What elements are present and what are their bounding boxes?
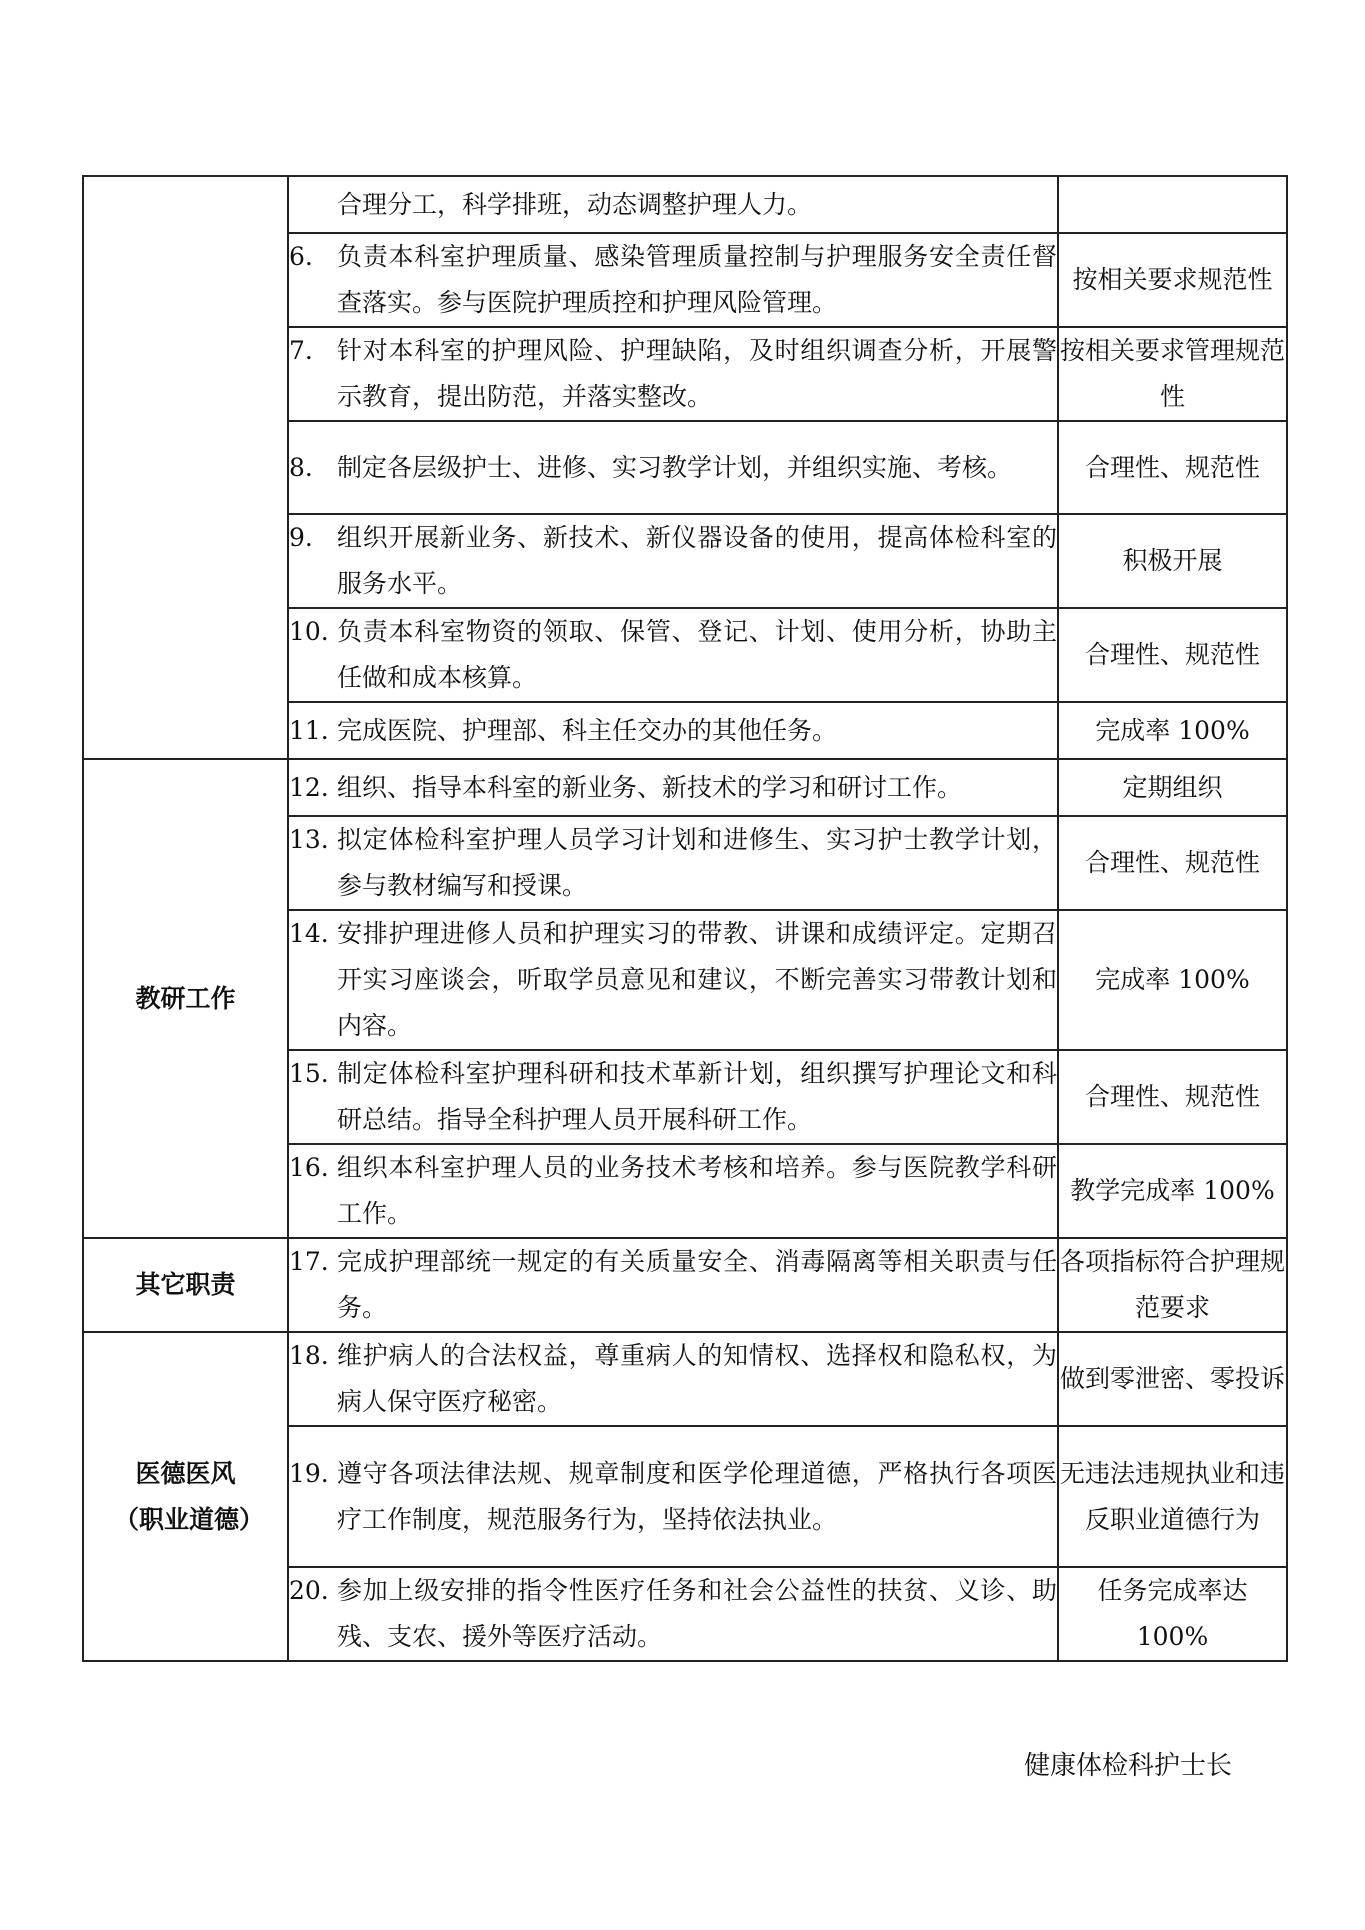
standard-cell: 按相关要求规范性: [1058, 233, 1287, 327]
standard-cell: 完成率 100%: [1058, 702, 1287, 759]
standard-cell: 教学完成率 100%: [1058, 1144, 1287, 1238]
category-cell-medical-ethics: 医德医风（职业道德）: [83, 1332, 288, 1661]
task-number: 6.: [289, 242, 313, 271]
task-number: 8.: [289, 452, 313, 482]
standard-cell: [1058, 176, 1287, 233]
task-cell: [288, 421, 1058, 514]
task-text: 针对本科室的护理风险、护理缺陷，及时组织调查分析，开展警示教育，提出防范，并落实整改。: [337, 336, 1057, 411]
standard-cell: 合理性、规范性: [1058, 421, 1287, 514]
standard-cell: 按相关要求管理规范性: [1058, 327, 1287, 421]
task-cell: [288, 1567, 1058, 1661]
standard-cell: 定期组织: [1058, 759, 1287, 816]
task-number: 13.: [289, 825, 329, 854]
task-cell: [288, 759, 1058, 816]
task-cell: [288, 608, 1058, 702]
task-cell: [288, 1144, 1058, 1238]
task-text: 合理分工，科学排班，动态调整护理人力。: [337, 189, 813, 219]
task-cell: [288, 910, 1058, 1050]
task-text: 遵守各项法律法规、规章制度和医学伦理道德，严格执行各项医疗工作制度，规范服务行为，坚持依法执业。: [337, 1458, 1057, 1534]
task-number: 11.: [289, 715, 329, 745]
task-text: 组织开展新业务、新技术、新仪器设备的使用，提高体检科室的服务水平。: [337, 523, 1057, 598]
task-number: 7.: [289, 336, 313, 365]
task-number: 19.: [289, 1458, 329, 1488]
standard-cell: 任务完成率达 100%: [1058, 1567, 1287, 1661]
task-cell: [288, 327, 1058, 421]
duty-table: [82, 175, 1288, 1662]
task-number: 16.: [289, 1153, 329, 1182]
table-row: [83, 176, 1287, 233]
task-number: 17.: [289, 1247, 329, 1276]
table-row: [83, 1332, 1287, 1426]
category-cell-teaching-research: 教研工作: [83, 759, 288, 1238]
standard-cell: 合理性、规范性: [1058, 816, 1287, 910]
task-text: 拟定体检科室护理人员学习计划和进修生、实习护士教学计划，参与教材编写和授课。: [337, 825, 1057, 900]
task-number: 9.: [289, 523, 313, 552]
task-text: 维护病人的合法权益，尊重病人的知情权、选择权和隐私权，为病人保守医疗秘密。: [337, 1341, 1057, 1416]
task-cell: [288, 1332, 1058, 1426]
task-text: 完成护理部统一规定的有关质量安全、消毒隔离等相关职责与任务。: [337, 1247, 1057, 1322]
task-text: 完成医院、护理部、科主任交办的其他任务。: [337, 715, 838, 745]
table-row: [83, 759, 1287, 816]
task-number: 12.: [289, 772, 329, 802]
standard-cell: 合理性、规范性: [1058, 1050, 1287, 1144]
task-text: 负责本科室物资的领取、保管、登记、计划、使用分析，协助主任做和成本核算。: [337, 617, 1057, 692]
task-number: 14.: [289, 919, 329, 948]
task-number: 18.: [289, 1341, 329, 1370]
standard-cell: 合理性、规范性: [1058, 608, 1287, 702]
task-number: 15.: [289, 1059, 329, 1088]
task-cell: [288, 702, 1058, 759]
signature-text: 健康体检科护士长: [1024, 1751, 1233, 1781]
task-cell: [288, 176, 1058, 233]
standard-cell: 各项指标符合护理规范要求: [1058, 1238, 1287, 1332]
task-cell: [288, 233, 1058, 327]
category-cell-other-duties: 其它职责: [83, 1238, 288, 1332]
standard-cell: 无违法违规执业和违反职业道德行为: [1058, 1426, 1287, 1567]
task-cell: [288, 514, 1058, 608]
task-text: 参加上级安排的指令性医疗任务和社会公益性的扶贫、义诊、助残、支农、援外等医疗活动。: [337, 1576, 1057, 1651]
task-cell: [288, 1050, 1058, 1144]
task-text: 制定各层级护士、进修、实习教学计划，并组织实施、考核。: [337, 452, 1013, 482]
table-row: [83, 1238, 1287, 1332]
task-cell: [288, 1426, 1058, 1567]
task-text: 组织本科室护理人员的业务技术考核和培养。参与医院教学科研工作。: [337, 1153, 1057, 1228]
standard-cell: 积极开展: [1058, 514, 1287, 608]
category-cell-continued: [83, 176, 288, 759]
task-text: 负责本科室护理质量、感染管理质量控制与护理服务安全责任督查落实。参与医院护理质控和护理风险管理。: [337, 242, 1057, 317]
task-cell: [288, 816, 1058, 910]
task-number: [289, 182, 337, 228]
task-text: 安排护理进修人员和护理实习的带教、讲课和成绩评定。定期召开实习座谈会，听取学员意见和建议，不断完善实习带教计划和内容。: [337, 919, 1057, 1040]
standard-cell: 做到零泄密、零投诉: [1058, 1332, 1287, 1426]
task-number: 20.: [289, 1576, 329, 1605]
task-text: 制定体检科室护理科研和技术革新计划，组织撰写护理论文和科研总结。指导全科护理人员开展科研工作。: [337, 1059, 1057, 1134]
task-text: 组织、指导本科室的新业务、新技术的学习和研讨工作。: [337, 772, 963, 802]
task-number: 10.: [289, 617, 329, 646]
task-cell: [288, 1238, 1058, 1332]
standard-cell: 完成率 100%: [1058, 910, 1287, 1050]
